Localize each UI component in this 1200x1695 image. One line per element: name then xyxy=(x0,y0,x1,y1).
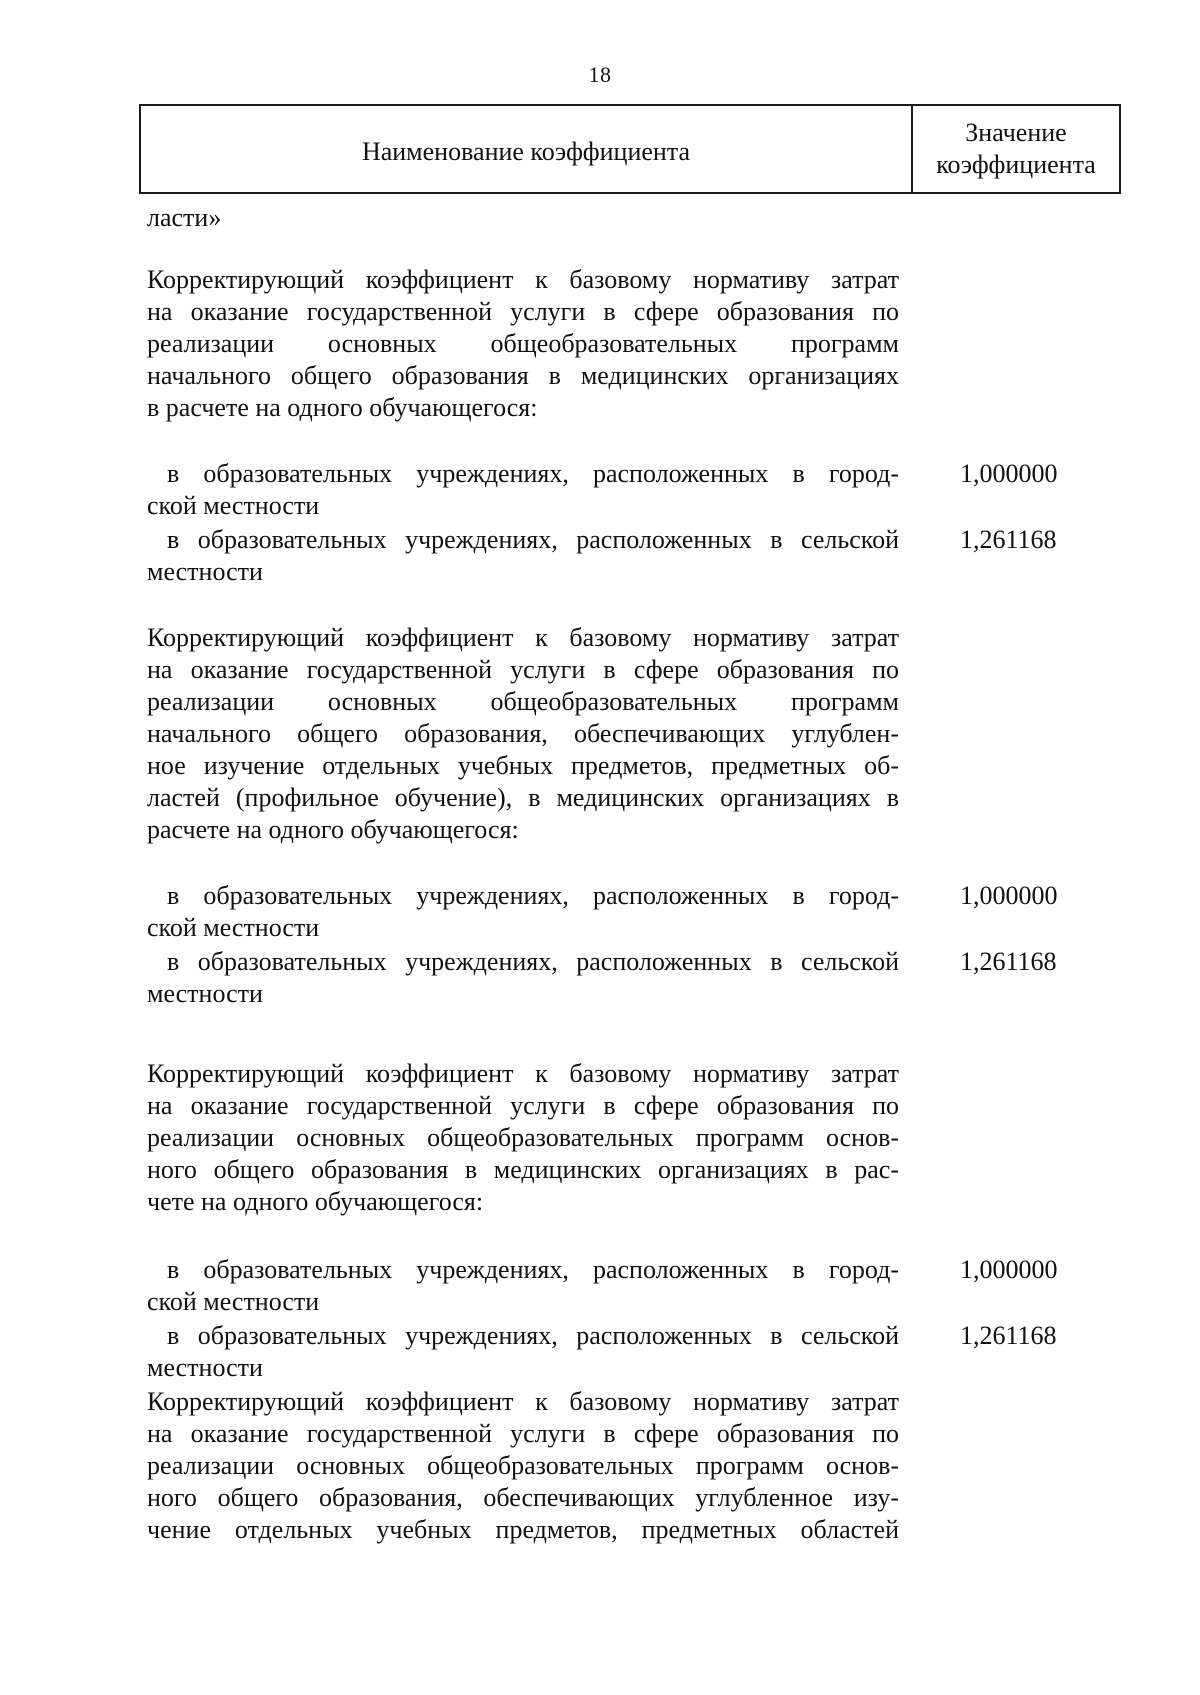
header-value-line-2: коэффициента xyxy=(936,150,1096,179)
block-2-intro-line: ластей (профильное обучение), в медицинских организациях в xyxy=(147,783,899,812)
block-1-intro-line: Корректирующий коэффициент к базовому нормативу затрат xyxy=(147,265,899,294)
block-2-intro-line: реализации основных общеобразовательных программ xyxy=(147,687,899,716)
table-header xyxy=(139,104,1121,194)
block-3-intro-line: Корректирующий коэффициент к базовому нормативу затрат xyxy=(147,1059,899,1088)
page-number: 18 xyxy=(588,62,612,87)
continuation-text: ласти» xyxy=(147,203,222,232)
block-2-intro-line: Корректирующий коэффициент к базовому нормативу затрат xyxy=(147,623,899,652)
block-1-intro-line: реализации основных общеобразовательных программ xyxy=(147,329,899,358)
block-2-urban-line-1: в образовательных учреждениях, расположенных в город- xyxy=(167,881,899,910)
block-2-rural-line-1: в образовательных учреждениях, расположенных в сельской xyxy=(167,947,899,976)
block-2-intro-line: начального общего образования, обеспечивающих углублен- xyxy=(147,719,899,748)
block-1-urban-line-2: ской местности xyxy=(147,491,320,520)
block-2-intro-line: на оказание государственной услуги в сфере образования по xyxy=(147,655,899,684)
block-1-rural-line-1: в образовательных учреждениях, расположенных в сельской xyxy=(167,525,899,554)
block-1-intro-line: начального общего образования в медицинских организациях xyxy=(147,361,899,390)
block-4-intro-line: реализации основных общеобразовательных программ основ- xyxy=(147,1451,899,1480)
block-3-urban-line-2: ской местности xyxy=(147,1287,320,1316)
block-4-intro-line: Корректирующий коэффициент к базовому нормативу затрат xyxy=(147,1387,899,1416)
header-value-column xyxy=(913,106,1119,192)
block-2-intro-line: ное изучение отдельных учебных предметов, предметных об- xyxy=(147,751,899,780)
block-3-urban-value: 1,000000 xyxy=(960,1255,1058,1284)
block-2-rural-line-2: местности xyxy=(147,979,263,1008)
block-3-rural-line-2: местности xyxy=(147,1353,263,1382)
block-3-urban-line-1: в образовательных учреждениях, расположенных в город- xyxy=(167,1255,899,1284)
block-3-intro-line: чете на одного обучающегося: xyxy=(147,1187,484,1216)
block-2-rural-value: 1,261168 xyxy=(960,947,1057,976)
block-2-urban-value: 1,000000 xyxy=(960,881,1058,910)
block-3-intro-line: ного общего образования в медицинских организациях в рас- xyxy=(147,1155,899,1184)
block-3-intro-line: реализации основных общеобразовательных программ основ- xyxy=(147,1123,899,1152)
block-3-intro-line: на оказание государственной услуги в сфере образования по xyxy=(147,1091,899,1120)
block-3-rural-value: 1,261168 xyxy=(960,1321,1057,1350)
block-1-rural-value: 1,261168 xyxy=(960,525,1057,554)
header-value-line-1: Значение xyxy=(965,118,1067,147)
block-3-rural-line-1: в образовательных учреждениях, расположенных в сельской xyxy=(167,1321,899,1350)
block-1-urban-line-1: в образовательных учреждениях, расположенных в город- xyxy=(167,459,899,488)
block-4-intro-line: на оказание государственной услуги в сфере образования по xyxy=(147,1419,899,1448)
block-1-intro-line: на оказание государственной услуги в сфере образования по xyxy=(147,297,899,326)
block-1-rural-line-2: местности xyxy=(147,557,263,586)
block-1-urban-value: 1,000000 xyxy=(960,459,1058,488)
block-4-intro-line: ного общего образования, обеспечивающих углубленное изу- xyxy=(147,1483,899,1512)
block-2-urban-line-2: ской местности xyxy=(147,913,320,942)
block-1-intro-line: в расчете на одного обучающегося: xyxy=(147,393,538,422)
block-2-intro-line: расчете на одного обучающегося: xyxy=(147,815,519,844)
header-name-column: Наименование коэффициента xyxy=(141,106,913,192)
block-4-intro-line: чение отдельных учебных предметов, предметных областей xyxy=(147,1515,899,1544)
